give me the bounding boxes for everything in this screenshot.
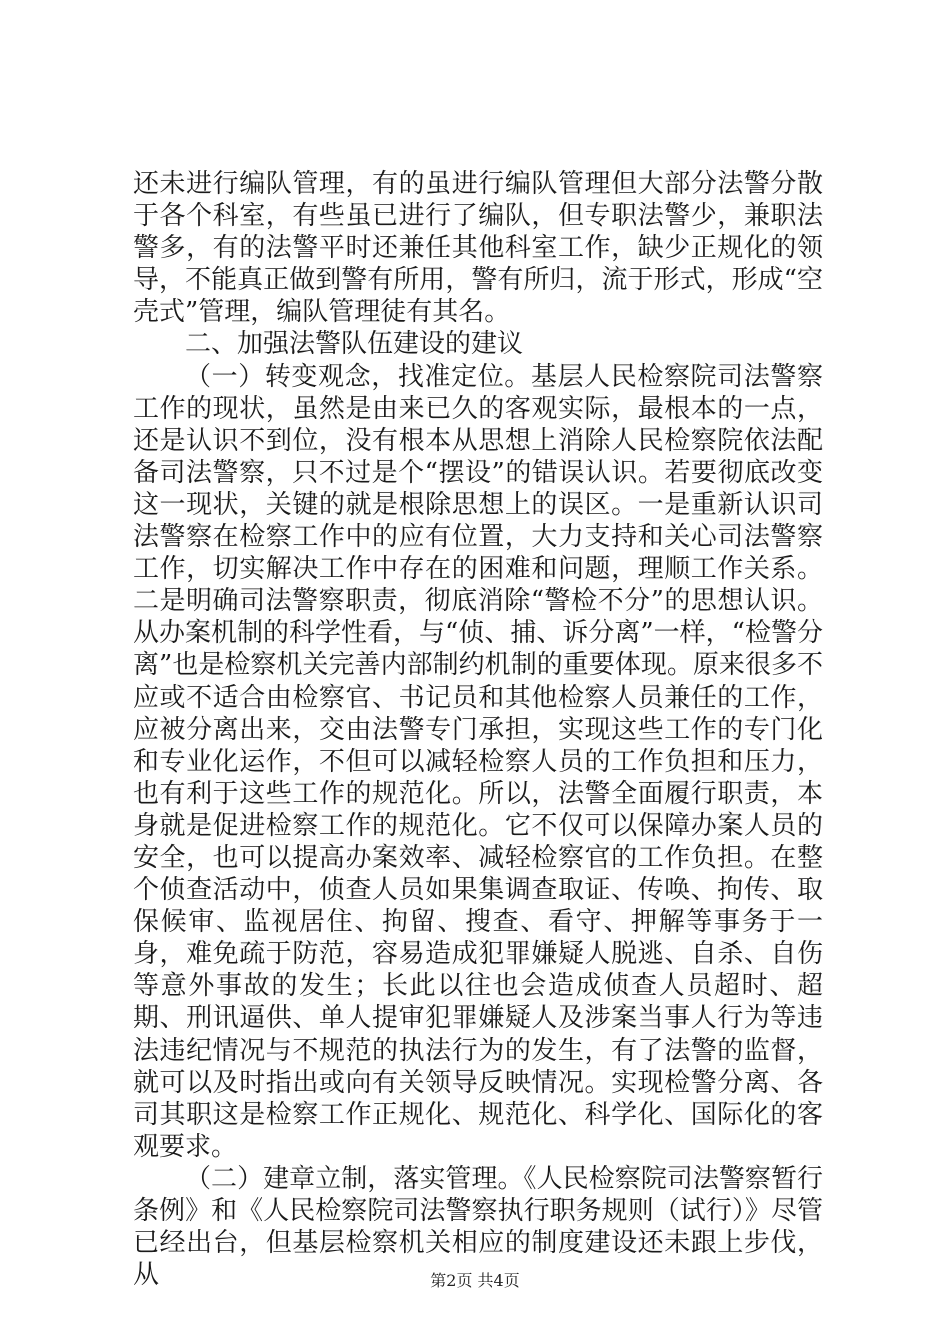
paragraph-continuation: 还未进行编队管理，有的虽进行编队管理但大部分法警分散于各个科室，有些虽已进行了编队，但专职法警少，兼职法警多，有的法警平时还兼任其他科室工作，缺少正规化的领导，不能真正做到警有所用，警有所归，流于形式，形成“空壳式”管理，编队管理徒有其名。	[133, 169, 823, 328]
page-number-footer: 第2页 共4页	[430, 1271, 520, 1290]
document-body	[133, 168, 823, 1291]
section-heading: 二、加强法警队伍建设的建议	[185, 329, 524, 360]
paragraph-subsection-2: （二）建章立制，落实管理。《人民检察院司法警察暂行条例》和《人民检察院司法警察执行职务规则（试行）》尽管已经出台，但基层检察机关相应的制度建设还未跟上步伐，从	[133, 1163, 823, 1291]
paragraph-subsection-1: （一）转变观念，找准定位。基层人民检察院司法警察工作的现状，虽然是由来已久的客观实际，最根本的一点，还是认识不到位，没有根本从思想上消除人民检察院依法配备司法警察，只不过是个“摆设”的错误认识。若要彻底改变这一现状，关键的就是根除思想上的误区。一是重新认识司法警察在检察工作中的应有位置，大力支持和关心司法警察工作，切实解决工作中存在的困难和问题，理顺工作关系。二是明确司法警察职责，彻底消除“警检不分”的思想认识。从办案机制的科学性看，与“侦、捕、诉分离”一样，“检警分离”也是检察机关完善内部制约机制的重要体现。原来很多不应或不适合由检察官、书记员和其他检察人员兼任的工作，应被分离出来，交由法警专门承担，实现这些工作的专门化和专业化运作，不但可以减轻检察人员的工作负担和压力，也有利于这些工作的规范化。所以，法警全面履行职责，本身就是促进检察工作的规范化。它不仅可以保障办案人员的安全，也可以提高办案效率、减轻检察官的工作负担。在整个侦查活动中，侦查人员如果集调查取证、传唤、拘传、取保候审、监视居住、拘留、搜查、看守、押解等事务于一身，难免疏于防范，容易造成犯罪嫌疑人脱逃、自杀、自伤等意外事故的发生；长此以往也会造成侦查人员超时、超期、刑讯逼供、单人提审犯罪嫌疑人及涉案当事人行为等违法违纪情况与不规范的执法行为的发生，有了法警的监督，就可以及时指出或向有关领导反映情况。实现检警分离、各司其职这是检察工作正规化、规范化、科学化、国际化的客观要求。	[133, 361, 823, 1162]
